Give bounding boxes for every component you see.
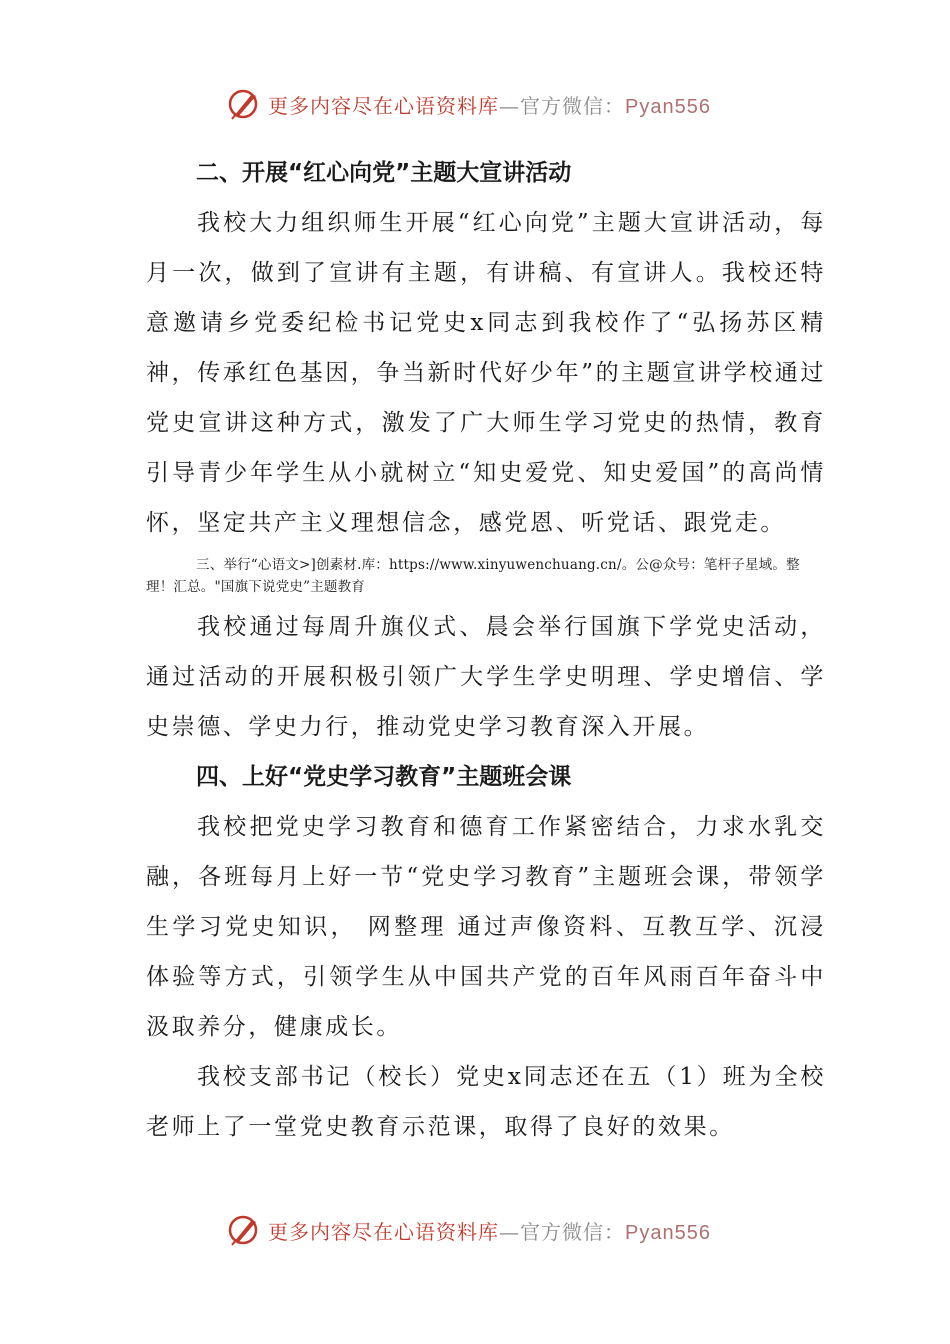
document-body (146, 148, 826, 1152)
section-paragraph-3: 我校通过每周升旗仪式、晨会举行国旗下学党史活动，通过活动的开展积极引领广大学生学史明理、学史增信、学史崇德、学史力行，推动党史学习教育深入开展。 (146, 614, 826, 740)
watermark-text: 更多内容尽在心语资料库—官方微信：Pyan556 (268, 1219, 711, 1244)
section-heading-2: 二、开展“红心向党”主题大宣讲活动 (196, 160, 572, 186)
section-paragraph-4b: 我校支部书记（校长）党史x同志还在五（1）班为全校老师上了一堂党史教育示范课，取得了良好的效果。 (146, 1064, 826, 1140)
section-heading-3: 三、举行“心语文>]创素材.库：https://www.xinyuwenchuang.cn/。公@众号：笔杆子星域。整理！汇总。"国旗下说党史”主题教育 (146, 557, 800, 595)
watermark-banner-bottom (226, 1210, 746, 1250)
section-paragraph-2: 我校大力组织师生开展“红心向党”主题大宣讲活动，每月一次，做到了宣讲有主题，有讲稿、有宣讲人。我校还特意邀请乡党委纪检书记党史x同志到我校作了“弘扬苏区精神，传承红色基因，争当新时代好少年”的主题宣讲学校通过党史宣讲这种方式，激发了广大师生学习党史的热情，教育引导青少年学生从小就树立“知史爱党、知史爱国”的高尚情怀，坚定共产主义理想信念，感党恩、听党话、跟党走。 (146, 210, 826, 536)
section-heading-4: 四、上好“党史学习教育”主题班会课 (196, 764, 572, 790)
quill-logo-icon (226, 86, 262, 122)
watermark-text: 更多内容尽在心语资料库—官方微信：Pyan556 (268, 93, 711, 118)
quill-logo-icon (226, 1212, 262, 1248)
section-paragraph-4a: 我校把党史学习教育和德育工作紧密结合，力求水乳交融，各班每月上好一节“党史学习教育”主题班会课，带领学生学习党史知识， 网整理 通过声像资料、互教互学、沉浸体验等方式，引领学生从中国共产党的百年风雨百年奋斗中汲取养分，健康成长。 (146, 814, 826, 1040)
watermark-banner-top (226, 84, 746, 124)
